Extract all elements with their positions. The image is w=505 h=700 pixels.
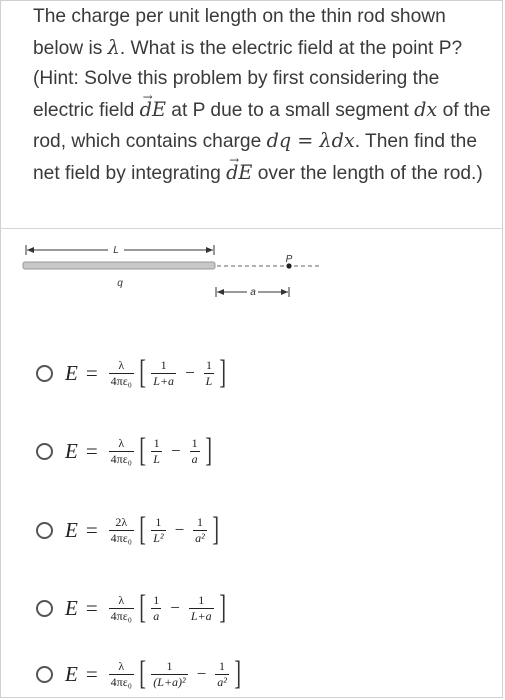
coefficient-numerator: λ xyxy=(118,357,125,372)
answer-option-3[interactable] xyxy=(36,510,221,550)
coefficient-numerator: λ xyxy=(118,435,125,450)
question-part-3: at P due to a small segment xyxy=(171,99,409,121)
coefficient-fraction xyxy=(109,359,134,388)
term1-numerator: 1 xyxy=(166,658,173,673)
radio-button[interactable] xyxy=(36,522,53,539)
term1-numerator: 1 xyxy=(155,514,162,529)
term2-denominator: L+a xyxy=(190,608,212,623)
coefficient-fraction xyxy=(109,437,134,466)
option-lhs: E xyxy=(65,595,78,620)
term1-fraction xyxy=(151,437,162,466)
radio-button[interactable] xyxy=(36,600,53,617)
term1-denominator: L+a xyxy=(153,373,175,388)
left-bracket: [ xyxy=(139,655,147,692)
option-equation xyxy=(65,513,221,547)
minus-sign: − xyxy=(170,441,181,460)
question-part-5: . Then find the net field by integrating xyxy=(33,131,478,184)
term2-numerator: 1 xyxy=(206,357,212,372)
term2-fraction xyxy=(204,359,215,388)
right-bracket: ] xyxy=(234,655,241,692)
coefficient-numerator: λ xyxy=(118,658,125,673)
coefficient-denominator: 4πε₀ xyxy=(110,530,132,545)
point-label: P xyxy=(285,254,293,265)
coefficient-fraction xyxy=(109,516,134,545)
term1-denominator: L xyxy=(153,451,160,466)
rod-figure xyxy=(0,0,505,310)
option-lhs: E xyxy=(65,360,78,385)
term2-denominator: a² xyxy=(195,530,205,545)
option-equation xyxy=(65,434,214,468)
option-lhs: E xyxy=(65,661,78,686)
coefficient-fraction xyxy=(109,660,134,689)
question-part-1: The charge per unit length on the thin rod shown below is xyxy=(33,6,446,59)
coefficient-denominator: 4πε₀ xyxy=(110,674,132,689)
right-bracket: ] xyxy=(219,354,227,391)
coefficient-numerator: λ xyxy=(118,592,125,607)
dE-vector-2: → dE xyxy=(226,158,252,189)
coefficient-numerator: 2λ xyxy=(115,514,128,529)
option-equation xyxy=(65,657,243,691)
term1-numerator: 1 xyxy=(153,435,160,450)
minus-sign: − xyxy=(170,598,180,617)
right-bracket: ] xyxy=(212,511,219,548)
coefficient-denominator: 4πε₀ xyxy=(110,451,132,466)
answer-option-2[interactable] xyxy=(36,431,214,471)
rod xyxy=(23,262,215,269)
left-bracket: [ xyxy=(139,589,147,626)
minus-sign: − xyxy=(196,664,207,683)
term1-fraction xyxy=(151,359,176,388)
term2-numerator: 1 xyxy=(196,514,203,529)
term2-numerator: 1 xyxy=(198,592,205,607)
term2-denominator: a² xyxy=(217,674,227,689)
charge-label: q xyxy=(117,278,123,289)
radio-button[interactable] xyxy=(36,666,53,683)
left-bracket: [ xyxy=(139,432,147,469)
term1-denominator: a xyxy=(153,608,160,623)
right-bracket: ] xyxy=(218,589,226,626)
term2-fraction xyxy=(215,660,229,689)
radio-button[interactable] xyxy=(36,443,53,460)
term1-denominator: L² xyxy=(153,530,164,545)
option-equation xyxy=(65,591,228,625)
option-lhs: E xyxy=(65,517,78,542)
dx-symbol: dx xyxy=(414,97,438,121)
answer-option-1[interactable] xyxy=(36,353,229,393)
term1-fraction xyxy=(151,660,187,689)
left-bracket: [ xyxy=(139,354,147,391)
question-part-4: of the rod, which contains charge xyxy=(33,99,491,152)
length-label: L xyxy=(113,245,119,256)
distance-label: a xyxy=(250,287,256,298)
right-bracket: ] xyxy=(204,432,212,469)
equals-sign: = xyxy=(85,595,98,620)
term2-numerator: 1 xyxy=(219,658,226,673)
question-part-2: . What is the electric field at the point P? (Hint: Solve this problem by first considering the electric field xyxy=(33,37,463,121)
radio-button[interactable] xyxy=(36,365,53,382)
option-equation xyxy=(65,356,229,390)
coefficient-denominator: 4πε₀ xyxy=(110,373,132,388)
term2-fraction xyxy=(189,594,214,623)
question-part-6: over the length of the rod.) xyxy=(257,162,483,184)
term2-fraction xyxy=(193,516,207,545)
term1-numerator: 1 xyxy=(160,357,167,372)
term2-denominator: L xyxy=(205,373,213,388)
term1-fraction xyxy=(151,516,165,545)
answer-option-4[interactable] xyxy=(36,588,228,628)
left-bracket: [ xyxy=(139,511,147,548)
coefficient-denominator: 4πε₀ xyxy=(110,608,132,623)
answer-option-5[interactable] xyxy=(36,654,243,694)
dq-equation: dq = λdx xyxy=(266,129,355,152)
dE-vector: → dE xyxy=(140,95,166,126)
equals-sign: = xyxy=(85,438,98,463)
term1-fraction xyxy=(151,594,161,623)
term2-denominator: a xyxy=(191,451,198,466)
equals-sign: = xyxy=(85,360,98,385)
term1-denominator: (L+a)² xyxy=(153,674,186,689)
term2-fraction xyxy=(190,437,200,466)
term2-numerator: 1 xyxy=(191,435,198,450)
minus-sign: − xyxy=(185,363,195,382)
equals-sign: = xyxy=(85,517,98,542)
minus-sign: − xyxy=(174,520,185,539)
coefficient-fraction xyxy=(109,594,134,623)
lambda-symbol: λ xyxy=(107,35,120,59)
option-lhs: E xyxy=(65,438,78,463)
term1-numerator: 1 xyxy=(153,592,160,607)
equals-sign: = xyxy=(85,661,98,686)
